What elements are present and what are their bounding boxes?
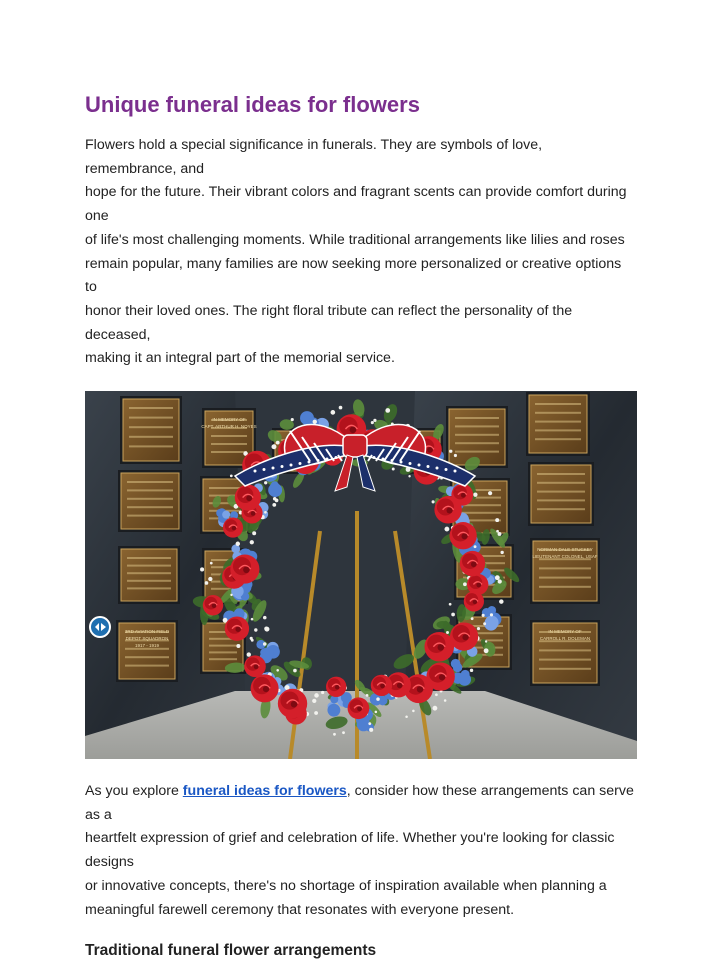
babys-breath <box>449 603 452 606</box>
babys-breath <box>208 577 212 581</box>
babys-breath <box>342 731 345 734</box>
follow-up-line: meaningful farewell ceremony that resonates with everyone present. <box>85 901 515 918</box>
follow-up-text: , consider how these arrangements can serve as a <box>85 783 634 823</box>
babys-breath <box>264 481 267 484</box>
red-rose <box>348 697 370 719</box>
plaque-text: NORMAN DALE STUCKEY <box>537 547 593 553</box>
plaque-text: CAPT. ARTHUR H. NOYES <box>201 424 257 430</box>
babys-breath <box>276 441 280 445</box>
memorial-plaque <box>526 392 590 456</box>
babys-breath <box>412 710 415 713</box>
plaque-text: IN MEMORY OF <box>548 629 582 635</box>
babys-breath <box>454 454 457 457</box>
babys-breath <box>471 617 474 620</box>
intro-line: remain popular, many families are now seeking more personalized or creative options to <box>85 255 622 296</box>
babys-breath <box>375 711 378 714</box>
follow-up-line: heartfelt expression of grief and celebration of life. Whether you're looking for classic designs <box>85 830 615 871</box>
plaque-text: IN MEMORY OF <box>212 417 246 423</box>
babys-breath <box>500 551 503 554</box>
wreath-image <box>85 391 637 759</box>
red-rose <box>326 677 346 697</box>
babys-breath <box>263 642 267 646</box>
babys-breath <box>254 628 257 631</box>
plaque-text: CARROLL R. DOLEMAN <box>539 636 591 642</box>
red-rose <box>450 623 478 651</box>
babys-breath <box>251 639 254 642</box>
red-rose <box>223 518 243 538</box>
intro-line: honor their loved ones. The right floral tribute can reflect the personality of the deceased, <box>85 302 573 343</box>
babys-breath <box>484 648 489 653</box>
red-rose <box>225 617 249 641</box>
babys-breath <box>263 616 267 620</box>
babys-breath <box>293 669 297 673</box>
red-rose <box>467 574 488 595</box>
babys-breath <box>251 618 254 621</box>
red-rose <box>449 522 476 549</box>
article <box>85 88 637 962</box>
babys-breath <box>483 622 486 625</box>
red-rose <box>244 655 266 677</box>
babys-breath <box>408 475 410 477</box>
babys-breath <box>250 540 254 544</box>
plaque-text: 3RD AVIATION FIELD <box>124 629 170 635</box>
babys-breath <box>473 493 477 497</box>
section-heading: Traditional funeral flower arrangements <box>85 942 377 960</box>
babys-breath <box>385 408 390 413</box>
follow-up-line: or innovative concepts, there's no shortage of inspiration available when planning a <box>85 877 607 894</box>
babys-breath <box>405 715 408 718</box>
babys-breath <box>496 530 499 533</box>
babys-breath <box>488 491 492 495</box>
babys-breath <box>339 406 343 410</box>
babys-breath <box>432 706 437 711</box>
babys-breath <box>276 669 279 672</box>
babys-breath <box>498 532 502 536</box>
red-rose <box>434 496 461 523</box>
babys-breath <box>236 644 240 648</box>
page-title: Unique funeral ideas for flowers <box>85 92 420 117</box>
intro-line: hope for the future. Their vibrant colors and fragrant scents can provide comfort during one <box>85 184 627 225</box>
babys-breath <box>449 450 452 453</box>
funeral-ideas-link[interactable]: funeral ideas for flowers <box>182 783 347 800</box>
red-rose <box>371 675 392 696</box>
babys-breath <box>252 531 256 535</box>
babys-breath <box>366 694 369 697</box>
memorial-wreath-photo <box>85 391 637 759</box>
babys-breath <box>474 545 477 548</box>
red-rose <box>464 591 484 611</box>
babys-breath <box>482 614 485 617</box>
babys-breath <box>314 693 319 698</box>
red-rose <box>203 595 223 615</box>
babys-breath <box>369 728 373 732</box>
plaque-text: LIEUTENANT COLONEL, USAF <box>532 554 598 560</box>
intro-line: making it an integral part of the memorial service. <box>85 350 395 367</box>
babys-breath <box>333 733 336 736</box>
babys-breath <box>435 693 438 696</box>
babys-breath <box>321 691 324 694</box>
babys-breath <box>247 652 251 656</box>
babys-breath <box>444 699 447 702</box>
babys-breath <box>312 699 316 703</box>
babys-breath <box>451 613 455 617</box>
follow-up-paragraph <box>85 780 637 922</box>
red-rose <box>424 632 454 662</box>
babys-breath <box>373 419 376 422</box>
babys-breath <box>223 618 228 623</box>
babys-breath <box>485 640 487 642</box>
babys-breath <box>495 575 500 580</box>
babys-breath <box>446 631 449 634</box>
babys-breath <box>495 518 499 522</box>
babys-breath <box>291 418 294 421</box>
intro-line: Flowers hold a special significance in funerals. They are symbols of love, remembrance, and <box>85 137 543 177</box>
babys-breath <box>313 420 317 424</box>
babys-breath <box>331 410 336 415</box>
intro-paragraph <box>85 134 637 371</box>
babys-breath <box>271 444 276 449</box>
badge-icon <box>90 617 110 637</box>
babys-breath <box>392 468 395 471</box>
red-rose <box>278 689 307 718</box>
plaque-text: 1917 - 1919 <box>134 643 160 649</box>
memorial-plaque <box>116 620 178 682</box>
babys-breath <box>273 497 277 501</box>
babys-breath <box>368 722 371 725</box>
red-rose <box>460 551 485 576</box>
follow-up-text: As you explore <box>85 783 183 800</box>
babys-breath <box>236 542 240 546</box>
memorial-plaque <box>530 538 600 604</box>
babys-breath <box>477 627 480 630</box>
memorial-plaque <box>528 462 594 526</box>
babys-breath <box>210 562 213 565</box>
babys-breath <box>463 582 467 586</box>
babys-breath <box>205 581 209 585</box>
babys-breath <box>498 579 502 583</box>
babys-breath <box>200 567 204 571</box>
babys-breath <box>499 599 503 603</box>
babys-breath <box>314 711 318 715</box>
memorial-plaque <box>530 620 600 686</box>
babys-breath <box>371 421 374 424</box>
babys-breath <box>470 669 473 672</box>
babys-breath <box>432 500 435 503</box>
babys-breath <box>444 527 449 532</box>
plaque-text: DEPOT SQUADRON <box>125 636 169 642</box>
babys-breath <box>230 475 233 478</box>
red-rose <box>251 674 279 702</box>
babys-breath <box>264 511 267 514</box>
intro-line: of life's most challenging moments. While traditional arrangements like lilies and roses <box>85 231 625 248</box>
babys-breath <box>490 613 493 616</box>
babys-breath <box>264 627 269 632</box>
memorial-plaque <box>118 470 182 532</box>
red-rose <box>230 555 259 584</box>
babys-breath <box>230 594 232 596</box>
red-rose <box>235 484 261 510</box>
babys-breath <box>376 697 380 701</box>
babys-breath <box>272 503 276 507</box>
memorial-plaque <box>120 396 182 464</box>
memorial-plaque <box>118 546 180 604</box>
